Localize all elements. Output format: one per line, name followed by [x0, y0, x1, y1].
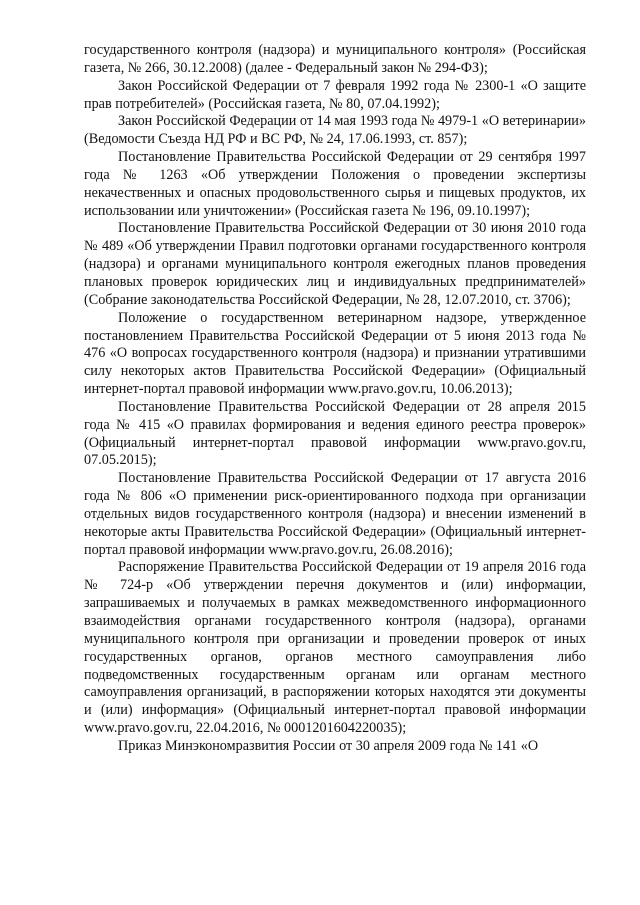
document-body	[84, 42, 586, 756]
paragraph-veterinary-law: Закон Российской Федерации от 14 мая 1993 года № 4979-1 «О ветеринарии» (Ведомости Съезда НД РФ и ВС РФ, № 24, 17.06.1993, ст. 857);	[84, 113, 586, 148]
paragraph-resolution-489: Постановление Правительства Российской Федерации от 30 июня 2010 года № 489 «Об утверждении Правил подготовки органами государственного контроля (надзора) и органами муниципального контроля ежегодных планов проведения плановых проверок юридических лиц и индивидуальных предпринимателей» (Собрание законодательства Российской Федерации, № 28, 12.07.2010, ст. 3706);	[84, 220, 586, 308]
paragraph-consumer-protection-law: Закон Российской Федерации от 7 февраля 1992 года № 2300-1 «О защите прав потребителей» (Российская газета, № 80, 07.04.1992);	[84, 77, 586, 112]
paragraph-federal-law-294-tail: государственного контроля (надзора) и муниципального контроля» (Российская газета, № 266, 30.12.2008) (далее - Федеральный закон № 294-ФЗ);	[84, 42, 586, 76]
paragraph-veterinary-supervision-regulation: Положение о государственном ветеринарном надзоре, утвержденное постановлением Правительства Российской Федерации от 5 июня 2013 года № 476 «О вопросах государственного контроля (надзора) и признании утратившими силу некоторых актов Правительства Российской Федерации» (Официальный интернет-портал правовой информации www.pravo.gov.ru, 10.06.2013);	[84, 309, 586, 398]
paragraph-ministry-order-141: Приказ Минэкономразвития России от 30 апреля 2009 года № 141 «О	[118, 737, 539, 754]
paragraph-resolution-1263: Постановление Правительства Российской Федерации от 29 сентября 1997 года № 1263 «Об утверждении Положения о проведении экспертизы некачественных и опасных продовольственного сырья и пищевых продуктов, их использовании или уничтожении» (Российская газета № 196, 09.10.1997);	[84, 149, 586, 219]
paragraph-resolution-415: Постановление Правительства Российской Федерации от 28 апреля 2015 года № 415 «О правилах формирования и ведения единого реестра проверок» (Официальный интернет-портал правовой информации www.pravo.gov.ru, 07.05.2015);	[84, 398, 586, 469]
paragraph-order-724-r: Распоряжение Правительства Российской Федерации от 19 апреля 2016 года № 724-р «Об утверждении перечня документов и (или) информации, запрашиваемых и получаемых в рамках межведомственного информационного взаимодействия органами государственного контроля (надзора), органами муниципального контроля при организации и проведении проверок от иных государственных органов, органов местного самоуправления либо подведомственных государственным органам или органам местного самоуправления организаций, в распоряжении которых находятся эти документы и (или) информация» (Официальный интернет-портал правовой информации www.pravo.gov.ru, 22.04.2016, № 0001201604220035);	[84, 559, 586, 737]
paragraph-resolution-806: Постановление Правительства Российской Федерации от 17 августа 2016 года № 806 «О применении риск-ориентированного подхода при организации отдельных видов государственного контроля (надзора) и внесении изменений в некоторые акты Правительства Российской Федерации» (Официальный интернет-портал правовой информации www.pravo.gov.ru, 26.08.2016);	[84, 470, 586, 558]
